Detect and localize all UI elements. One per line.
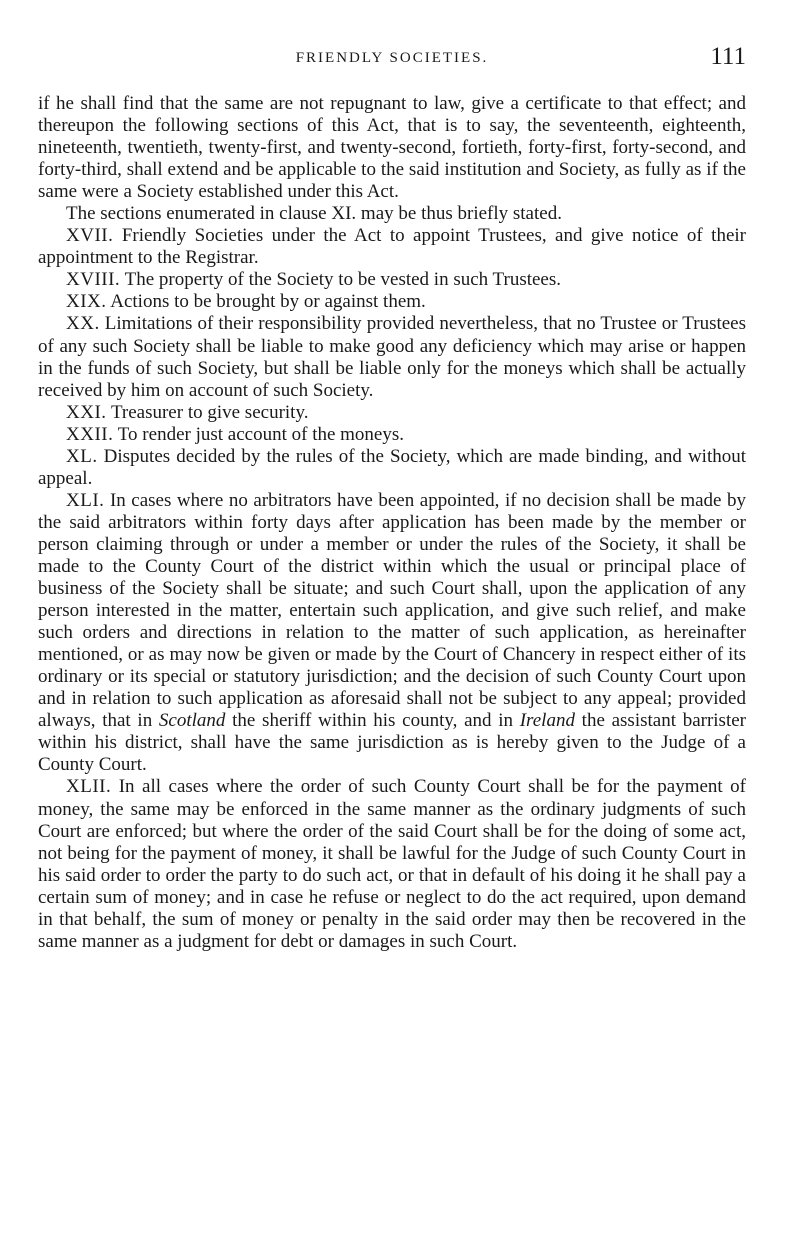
section-text: The property of the Society to be vested in such Trustees. [124, 269, 562, 291]
section-text: Limitations of their responsibility provided nevertheless, that no Trustee or Trustees of any such Society shall be liable to make good any deficiency which may arise or happen in the funds of such Society, but shall be liable only for the moneys which shall be actually received by him on account of such Society. [38, 313, 746, 401]
section-text: In all cases where the order of such County Court shall be for the payment of money, the same may be enforced in the same manner as the ordinary judgments of such Court are enforced; but where the order of the said Court shall be for the doing of some act, not being for the payment of money, it shall be lawful for the Judge of such County Court in his said order to order the party to do such act, or that in default of his doing it he shall pay a certain sum of money; and in case he refuse or neglect to do the act required, upon demand in that behalf, the sum of money or penalty in the said order may then be recovered in the same manner as a judgment for debt or damages in such Court. [38, 776, 746, 952]
section-number: XIX. [66, 291, 107, 313]
section-text: Treasurer to give security. [110, 401, 309, 423]
section-text: In cases where no arbitrators have been appointed, if no decision shall be made by the said arbitrators within forty days after application has been made by the member or person claiming through or under a member or under the rules of the Society, it shall be made to the County Court of the district within which the usual or principal place of business of the Society shall be situate; and such Court shall, upon the application of any person interested in the matter, entertain such application, and give such relief, and make such orders and directions in relation to the matter of such application, as hereinafter mentioned, or as may now be given or made by the Court of Chancery in respect either of its ordinary or its special or statutory jurisdiction; and the decision of such County Court upon and in relation to such application as aforesaid shall not be subject to any appeal; provided always, that in [38, 489, 747, 732]
section-number: XXI. [66, 401, 107, 423]
section-number: XXII. [66, 423, 114, 445]
section-text: Disputes decided by the rules of the Society, which are made binding, and without appeal. [38, 445, 746, 489]
page-number: 111 [710, 43, 746, 70]
section-xxi [38, 402, 746, 424]
section-number: XLI. [66, 489, 105, 511]
section-number: XX. [66, 313, 100, 335]
section-xxii [38, 424, 746, 446]
section-text: To render just account of the moneys. [117, 423, 405, 445]
page-header [38, 40, 746, 80]
place-name-ireland: Ireland [519, 710, 575, 732]
section-xx [38, 313, 746, 401]
running-head: FRIENDLY SOCIETIES. [295, 50, 489, 66]
paragraph-intro: The sections enumerated in clause XI. may be thus briefly stated. [66, 203, 562, 225]
paragraph-continuation: if he shall find that the same are not repugnant to law, give a certificate to that effect; and thereupon the following sections of this Act, that is to say, the seventeenth, eighteenth, nineteenth, twentieth, twenty-first, and twenty-second, fortieth, forty-first, forty-second, and forty-third, shall extend and be applicable to the said institution and Society, as fully as if the same were a Society established under this Act. [38, 93, 746, 203]
section-text: Actions to be brought by or against them. [110, 291, 426, 313]
section-xli: XLI. In cases where no arbitrators have been appointed, if no decision shall be made by the said arbitrators within forty days after application has been made by the member or person claiming through or under a member or under the rules of the Society, it shall be made to the County Court of the district within which the usual or principal place of business of the Society shall be situate; and such Court shall, upon the application of any person interested in the matter, entertain such application, and give such relief, and make such orders and directions in relation to the matter of such application, as hereinafter mentioned, or as may now be given or made by the Court of Chancery in respect either of its ordinary or its special or statutory jurisdiction; and the decision of such County Court upon and in relation to such application as aforesaid shall not be subject to any appeal; provided always, that in Scotland the sheriff within his county, and in Ireland the assistant barrister within his district, shall have the same jurisdiction as is hereby given to the Judge of a County Court. [38, 489, 747, 776]
section-number: XL. [66, 445, 98, 467]
section-number: XVII. [66, 225, 114, 247]
section-xlii [38, 776, 746, 952]
section-text: Friendly Societies under the Act to appoint Trustees, and give notice of their appointment to the Registrar. [38, 225, 747, 269]
section-xl [38, 446, 746, 490]
section-xvii [38, 225, 746, 269]
section-number: XLII. [66, 776, 112, 798]
section-number: XVIII. [66, 269, 121, 291]
section-xviii [38, 269, 746, 291]
place-name-scotland: Scotland [158, 710, 226, 732]
body-text [38, 93, 746, 953]
section-xix [38, 291, 746, 313]
